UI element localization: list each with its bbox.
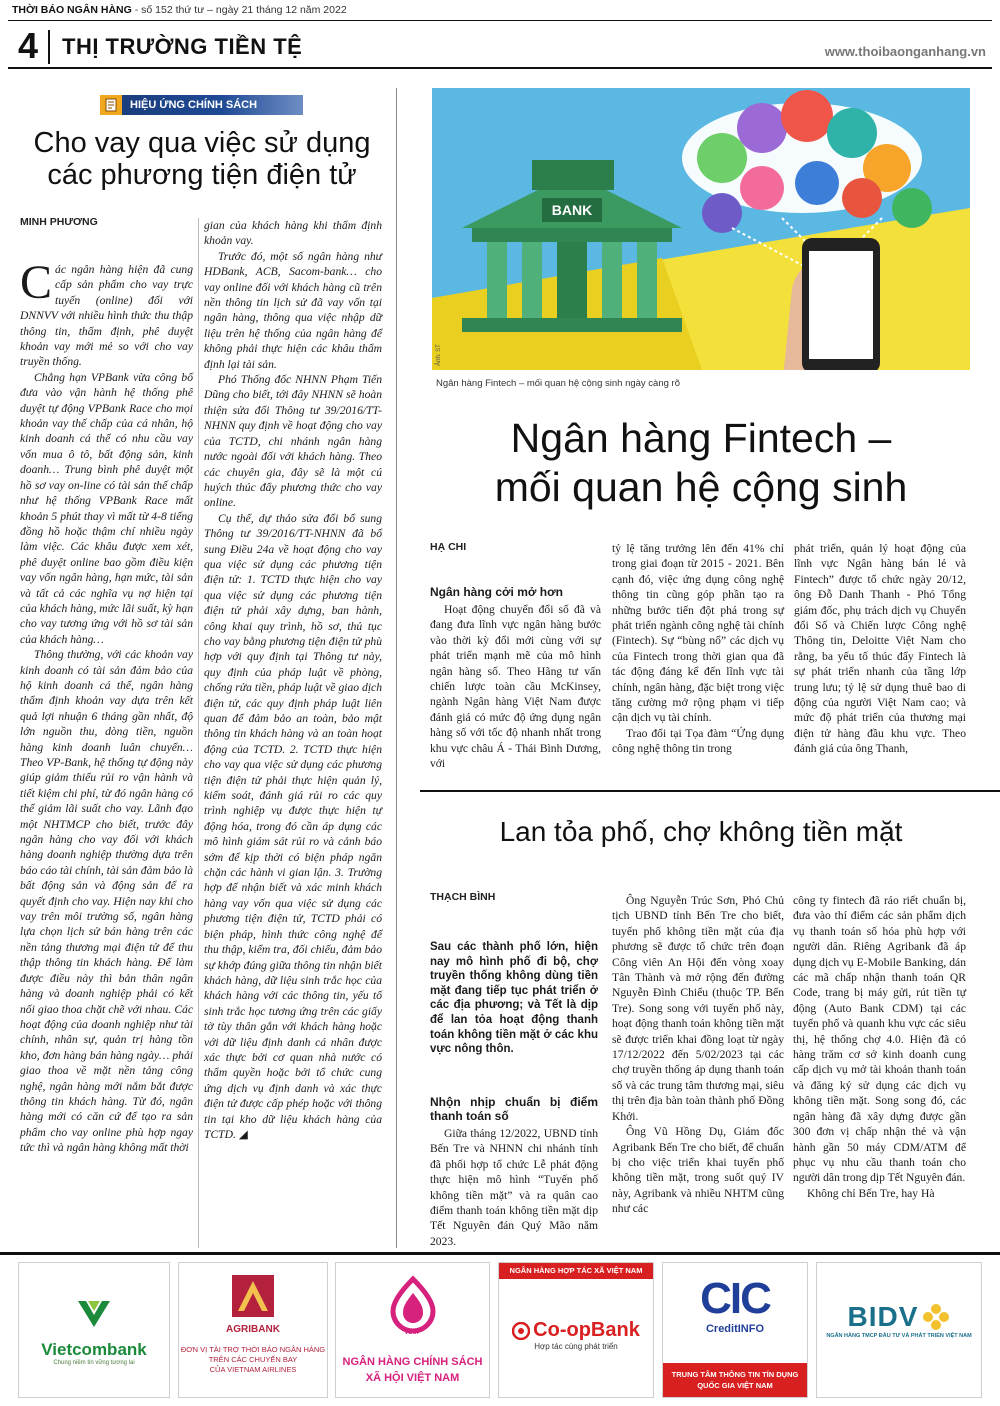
section-tag-label: HIỆU ỨNG CHÍNH SÁCH — [130, 99, 258, 111]
lan-column-2 — [612, 893, 784, 1217]
fintech-illustration — [432, 88, 970, 370]
bank-sign: BANK — [551, 202, 593, 218]
article-separator — [420, 790, 1000, 792]
paper-name: THỜI BÁO NGÂN HÀNG — [12, 4, 132, 16]
left-col1-para-1: Các ngân hàng hiện đã cung cấp sản phẩm cho vay trực tuyến (online) đối với DNNVV với nhiều hình thức thu thập thông tin, thẩm định, phê duyệt khoản vay mới mẻ so với cho vay truyền thống. — [20, 256, 193, 369]
agribank-name: AGRIBANK — [226, 1324, 280, 1335]
fintech-headline-line-1: Ngân hàng Fintech – — [510, 415, 892, 461]
vietcombank-slogan: Chung niềm tin vững tương lai — [53, 1360, 135, 1366]
left-col2-para-2: Trước đó, một số ngân hàng như HDBank, ACB, Sacom-bank… cho vay online đối với khách hàng cũ trên nền thông tin lịch sử đã vay vốn tại ngân hàng, thông qua việc nhập dữ liệu trên hệ thống của ngân hàng để không phải thực hiện các khâu thẩm định lại tài sản. — [204, 249, 382, 371]
end-mark: ◢ — [238, 1127, 248, 1141]
left-col2-para-3: Phó Thống đốc NHNN Phạm Tiến Dũng cho biết, tới đây NHNN sẽ hoàn thiện sửa đổi Thông tư 39/2016/TT-NHNN quy định về hoạt động cho vay của TCTD, chi nhánh ngân hàng nước ngoài đối với khách hàng. Theo các chuyên gia, đây sẽ là một cú huých thúc đẩy phương thức cho vay online. — [204, 373, 382, 510]
coopbank-slogan: Hợp tác cùng phát triển — [534, 1342, 618, 1351]
lan-col2-para-1: Ông Nguyễn Trúc Sơn, Phó Chủ tịch UBND tỉnh Bến Tre cho biết, tuyến phố không tiền mặt của địa phương sẽ được tổ chức trên đoạn Công viên An Hội đến vòng xoay Tân Thành và mở rộng đến đường Nguyễn Đình Chiểu (thuộc TP. Bến Tre). Song song với tuyến phố này, hoạt động thanh toán không tiền mặt sẽ được triển khai đồng loạt từ ngày 17/12/2022 đến 5/02/2023 tại các chợ truyền thống áp dụng thanh toán số và các trung tâm thương mại, siêu thị trên địa bàn toàn thành phố Đồng Khởi. — [612, 894, 784, 1123]
page-column-divider — [396, 88, 397, 1248]
fintech-column-3 — [794, 541, 966, 757]
fintech-byline: HẠ CHI — [430, 541, 467, 553]
lan-headline: Lan tỏa phố, chợ không tiền mặt — [499, 816, 903, 847]
masthead-rule — [8, 20, 992, 21]
fintech-col2-para-2: Trao đổi tại Tọa đàm “Ứng dụng công nghệ thông tin trong — [612, 726, 784, 756]
left-col1-para-2: Chẳng hạn VPBank vừa công bố đưa vào vận hành hệ thống phê duyệt tự động VPBank Race cho mọi khoản vay thế chấp của cá nhân, hộ kinh doanh cá thể có nhu cầu vay vốn mua ô tô, bất động sản, kinh doanh… Trung bình phê duyệt một hồ sơ vay on-line có tài sản thế chấp như hệ thống VPBank Race mất khoản 5 phút thay vì mất từ 4-8 tiếng đồng hồ hoặc thậm chí nhiều ngày làm việc. Các khâu được xem xét, phê duyệt online bao gồm điều kiện vay vốn ngân hàng, hạn mức, tài sản và tất cả các nghĩa vụ nợ hiện tại của khách hàng, mức lãi suất, kỳ hạn cho vay tương ứng với hồ sơ tài sản của khách hàng… — [20, 370, 193, 646]
ad-cic[interactable] — [662, 1262, 808, 1398]
agribank-line-3: CỦA VIETNAM AIRLINES — [209, 1365, 297, 1374]
vbsp-line-1: NGÂN HÀNG CHÍNH SÁCH — [342, 1356, 483, 1368]
left-col2-para-1: gian của khách hàng khi thẩm định khoản vay. — [204, 219, 382, 248]
website-link[interactable]: www.thoibaonganhang.vn — [824, 44, 986, 59]
fintech-col1-para-1: Hoạt động chuyển đổi số đã và đang đưa lĩnh vực ngân hàng bước vào thời kỳ đổi mới cùng với sự phát triển mạnh mẽ của mô hình ngân hàng số. Theo Hãng tư vấn chiến lược toàn cầu McKinsey, ngành Ngân hàng Việt Nam được đánh giá có mức độ ứng dụng ngân hàng số với tốc độ nhanh nhất trong khu vực châu Á - Thái Bình Dương, với — [430, 603, 601, 771]
vbsp-abbr: VBSP — [404, 1330, 421, 1336]
fintech-headline — [432, 414, 970, 512]
document-icon — [100, 95, 122, 115]
bidv-name: BIDV — [847, 1301, 919, 1332]
lan-lead: Sau các thành phố lớn, hiện nay mô hình phố đi bộ, chợ truyền thống không dùng tiền mặt đang tiếp tục phát triển ở các địa phương; và Tết là dịp để lan tỏa hoạt động thanh toán không tiền mặt ở các khu vực nông thôn. — [430, 941, 598, 1056]
lan-col3-para-2: Không chỉ Bến Tre, hay Hà — [807, 1186, 935, 1200]
illustration-credit: Ảnh: ST — [435, 344, 442, 366]
agribank-logo-icon — [230, 1273, 276, 1319]
fintech-column-2 — [612, 541, 784, 757]
bidv-logo-icon — [922, 1303, 950, 1331]
left-col1-para-3: Thông thường, với các khoản vay kinh doanh có tài sản đảm bảo của hộ kinh doanh cá thể, ngân hàng thẩm định khoản vay dựa trên kết quả lợi nhuận 6 tháng gần nhất, độ lớn nguồn thu, dòng tiền, nguồn hàng kinh doanh luân chuyển… Theo VP-Bank, hệ thống tự động này giúp giảm thiểu rủi ro vận hành và tiết kiệm chi phí, từ đó ngân hàng có thể giảm lãi suất cho vay. Lãnh đạo một NHTMCP cho biết, trước đây ngân hàng cho vay đối với khách hàng doanh nghiệp thường dựa trên báo cáo tài chính, tài sản đảm bảo là bất động sản và động sản để ra quyết định cho vay. Hiện nay khi cho vay trên môi trường số, ngân hàng lựa chọn lịch sử bán hàng trên các nền tảng thương mại điện tử để thu thập thông tin khách hàng. Để làm được điều này thì bản thân ngân hàng và doanh nghiệp phải có kết nối giao thoa chặt chẽ với nhau. Các hoạt động của doanh nghiệp như tài chính, nhân sự, quản trị hàng tồn kho, đơn hàng bán hàng ngày… phải giao thoa về mặt nền tảng công nghệ, ngân hàng mới nắm bắt được thông tin khách hàng. Từ đó, ngân hàng mới có căn cứ để tạo ra sản phẩm cho vay online phù hợp ngay tức thì và ngân hàng không mất thời — [20, 648, 193, 1155]
coopbank-logo-icon — [512, 1322, 530, 1340]
lan-column-1 — [430, 1093, 598, 1249]
cic-line-2: QUỐC GIA VIỆT NAM — [697, 1381, 773, 1390]
lan-col3-para-1: công ty fintech đã ráo riết chuẩn bị, đưa vào thí điểm các sản phẩm dịch vụ thanh toán số hóa phù hợp với người dân. Riêng Agribank đã áp dụng dịch vụ E-Mobile Banking, dán các mã chấp nhận thanh toán QR Code, trang bị máy gửi, rút tiền tự động (Auto Bank CDM) tại các tuyến phố và quanh khu vực các siêu thị, hệ thống chợ 4.0. Hiện đã có hàng trăm cơ sở kinh doanh cung cấp dịch vụ mở tài khoản thanh toán và đăng ký sử dụng các dịch vụ không tiền mặt. Song song đó, các ngân hàng đã xây dựng được gần 300 đơn vị chấp nhận thẻ và vận hành gần 50 máy CDM/ATM để phục vụ nhu cầu thanh toán cho người dân trong dịp Tết Nguyên đán. — [793, 894, 966, 1185]
cic-line-1: TRUNG TÂM THÔNG TIN TÍN DỤNG — [671, 1370, 799, 1379]
lan-byline: THẠCH BÌNH — [430, 891, 496, 903]
ad-coopbank[interactable] — [498, 1262, 654, 1398]
left-column-divider — [198, 218, 199, 1248]
page-number-divider — [48, 30, 50, 64]
fintech-col3-para-1: phát triển, quản lý hoạt động của lĩnh vực Ngân hàng bán lẻ và Fintech” được tổ chức ngày 20/12, ông Đỗ Danh Thanh - Phó Tổng giám đốc, phụ trách dịch vụ Chuyển đổi Số và Chiến lược Công nghệ Thông tin, Deloitte Việt Nam cho rằng, ba yếu tố thúc đẩy Fintech là sự phát triển nhanh của tầng lớp trung lưu; tỷ lệ sử dụng thuê bao di động của người Việt Nam cao; và mức độ phát triển của thương mại điện tử hàng đầu khu vực. Theo đánh giá của ông Thanh, — [794, 542, 966, 756]
vbsp-line-2: XÃ HỘI VIỆT NAM — [365, 1372, 460, 1384]
left-column-1 — [20, 256, 193, 1156]
agribank-line-2: TRÊN CÁC CHUYẾN BAY — [208, 1355, 298, 1364]
ad-bidv[interactable] — [816, 1262, 982, 1398]
bidv-sub: NGÂN HÀNG TMCP ĐẦU TƯ VÀ PHÁT TRIỂN VIỆT NAM — [826, 1333, 972, 1339]
cic-sub: CreditINFO — [705, 1323, 765, 1335]
page-number: 4 — [18, 25, 39, 66]
lan-subhead: Nhộn nhịp chuẩn bị điểm thanh toán số — [430, 1095, 598, 1123]
ad-agribank[interactable] — [178, 1262, 328, 1398]
ad-vietcombank[interactable] — [18, 1262, 170, 1398]
fintech-col2-para-1: tỷ lệ tăng trưởng lên đến 41% chỉ trong giai đoạn từ 2015 - 2021. Bên cạnh đó, việc ứng dụng công nghệ thông tin cũng góp phần tạo ra những bước tiến đột phá trong sự phát triển ngành công nghệ tài chính (Fintech). Sự “bùng nổ” các dịch vụ của Fintech trong thời gian qua đã tác động đáng kể đến lĩnh vực tài chính, ngân hàng, đặc biệt trong việc tăng cường mở rộng phạm vi tiếp cận dịch vụ tài chính. — [612, 542, 784, 725]
vbsp-logo-icon — [383, 1273, 443, 1333]
section-tag — [100, 95, 303, 115]
left-column-2 — [204, 218, 382, 1142]
fintech-headline-line-2: mối quan hệ cộng sinh — [494, 464, 908, 510]
illustration-caption: Ngân hàng Fintech – mối quan hệ cộng sinh ngày càng rõ — [436, 378, 680, 389]
masthead — [12, 4, 347, 16]
left-byline: MINH PHƯƠNG — [20, 216, 98, 228]
header-rule — [8, 67, 992, 69]
left-col2-para-4: Cụ thể, dự thảo sửa đổi bổ sung Thông tư 39/2016/TT-NHNN đã bổ sung Điều 24a về hoạt động cho vay qua việc sử dụng các phương tiện điện tử: 1. TCTD thực hiện cho vay qua việc sử dụng các phương tiện điện tử phải xây dựng, ban hành, công khai quy trình, hồ sơ, thủ tục cho vay bằng phương tiện điện tử phù hợp với quy định tại Thông tư này, quy định của pháp luật về phòng, chống rửa tiền, pháp luật về giao dịch điện tử, các quy định pháp luật liên quan để đảm bảo an toàn, bảo mật thông tin khách hàng và an toàn hoạt động của TCTD. 2. TCTD thực hiện cho vay qua việc sử dụng các phương tiện điện tử phải thực hiện quản lý, kiểm soát, đánh giá rủi ro các quy trình nghiệp vụ được thực hiện tự động hóa, trong đó cần áp dụng các mô hình giám sát rủi ro và cảnh báo sớm để kịp thời có biện pháp ngăn chặn các hành vi gian lận. 3. Trường hợp để nhận biết và xác minh khách hàng vay vốn qua việc sử dụng các phương tiện điện tử, TCTD phải có biện pháp, hình thức công nghệ để thu thập, kiểm tra, đối chiếu, đảm bảo sự khớp đúng giữa thông tin nhận biết khách hàng, dữ liệu sinh trắc học của khách hàng với các thông tin, yếu tố sinh trắc học tương ứng trên các giấy tờ tùy thân gắn với khách hàng hoặc với dữ liệu định danh cá nhân được xác thực bởi cơ quan nhà nước có thẩm quyền hoặc bởi tổ chức cung ứng dịch vụ định danh và xác thực điện tử được cấp phép hoặc với thông tin tại kho dữ liệu khách hàng của TCTD. ◢ — [204, 511, 382, 1141]
section-title: THỊ TRƯỜNG TIỀN TỆ — [62, 34, 303, 59]
agribank-line-1: ĐƠN VỊ TÀI TRỢ THỜI BÁO NGÂN HÀNG — [180, 1345, 326, 1354]
ad-vbsp[interactable] — [335, 1262, 490, 1398]
dropcap: C — [20, 256, 53, 309]
cic-name: CIC — [700, 1274, 770, 1323]
vietcombank-logo-icon — [74, 1297, 114, 1333]
left-headline: Cho vay qua việc sử dụng các phương tiện điện tử — [33, 127, 371, 191]
ads-rule — [0, 1252, 1000, 1255]
coopbank-top-banner: NGÂN HÀNG HỢP TÁC XÃ VIỆT NAM — [499, 1263, 653, 1279]
lan-column-3 — [793, 893, 966, 1201]
fintech-column-1 — [430, 583, 601, 771]
coopbank-name: Co-opBank — [533, 1319, 640, 1341]
fintech-subhead: Ngân hàng cởi mở hơn — [430, 585, 563, 599]
lan-col2-para-2: Ông Vũ Hồng Dụ, Giám đốc Agribank Bến Tre cho biết, để chuẩn bị cho việc triển khai tuyến phố không tiền mặt, trong suốt quý IV này, Agribank và nhiều NHTM cũng như các — [612, 1125, 784, 1216]
issue-info: - số 152 thứ tư – ngày 21 tháng 12 năm 2022 — [131, 4, 347, 16]
vietcombank-name: Vietcombank — [41, 1340, 147, 1359]
lan-col1-para-1: Giữa tháng 12/2022, UBND tỉnh Bến Tre và NHNN chi nhánh tỉnh đã phối hợp tổ chức Lễ phát động thực hiện mô hình “Tuyến phố không tiền mặt” và ra quân cao điểm thanh toán không tiền mặt dịp Tết Nguyên đán Quý Mão năm 2023. — [430, 1127, 598, 1248]
